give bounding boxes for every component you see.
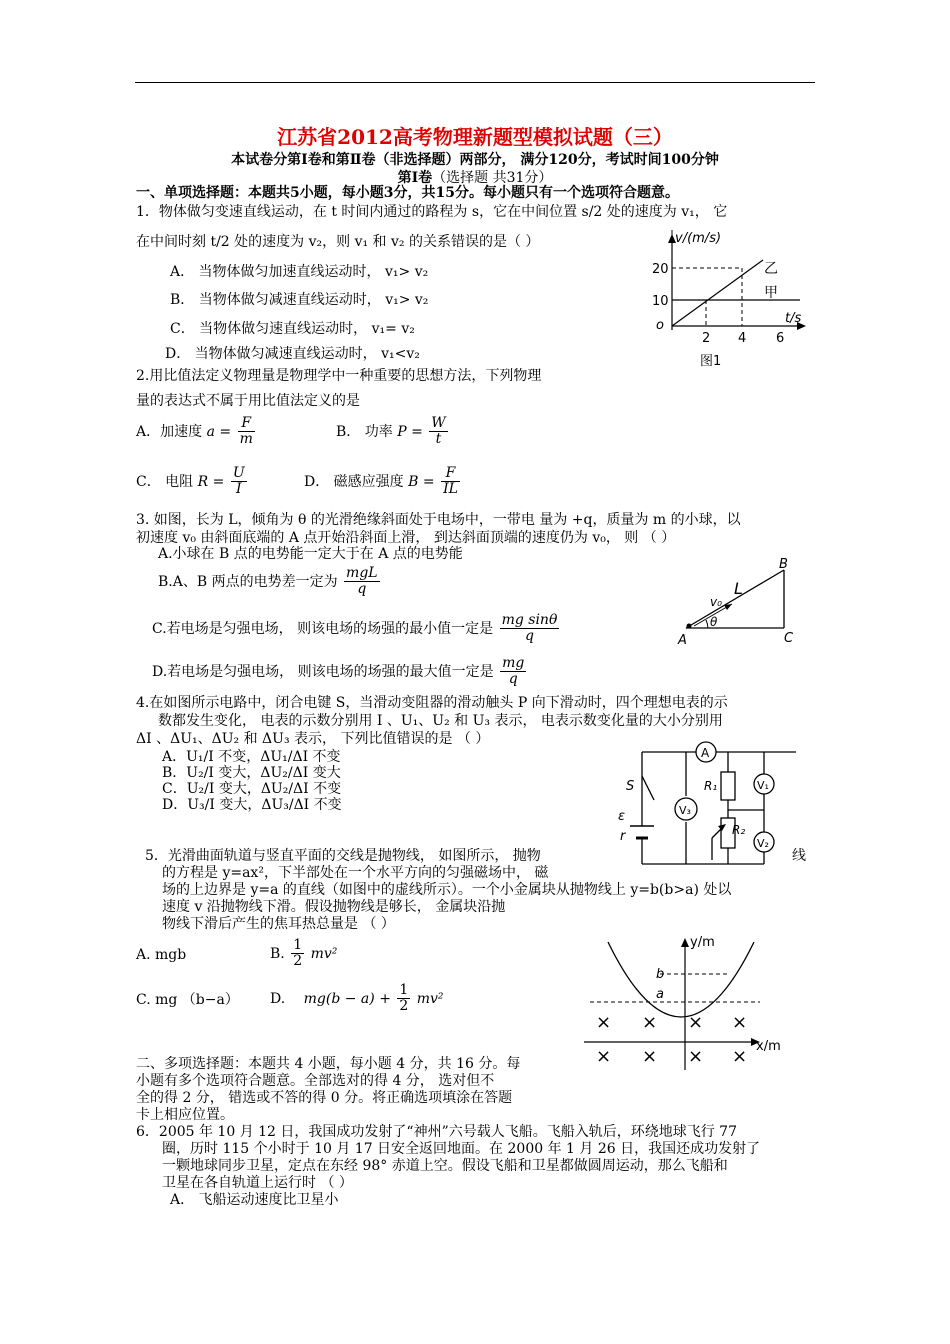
q1-option-a: A． 当物体做匀加速直线运动时， v₁> v₂ [170,264,429,280]
q5-stem-line1: 5．光滑曲面轨道与竖直平面的交线是抛物线， 如图所示， 抛物 [145,848,541,864]
q1-stem-line1: 1．物体做匀变速直线运动，在 t 时间内通过的路程为 s，它在中间位置 s/2 处的速度为 v₁， 它 [136,204,728,220]
fig4-emf: ε [618,809,626,824]
fig3-L: L [734,579,743,598]
section2-line1: 二、多项选择题：本题共 4 小题，每小题 4 分，共 16 分。每 [136,1056,521,1072]
q1-option-b: B． 当物体做匀减速直线运动时， v₁> v₂ [170,292,429,308]
q2-a-lhs: a = [206,423,232,440]
fig4-V2: V₂ [757,837,769,850]
q1-option-c: C． 当物体做匀速直线运动时， v₁= v₂ [170,321,415,337]
q2-option-b [336,416,450,447]
fig1-x2: 2 [702,331,711,346]
fig4-r: r [620,829,626,844]
fig5-cross-3: × [688,1012,704,1033]
q2-c-fraction [231,466,247,497]
q3-c-denominator: q [524,628,534,644]
q5-option-a: A. mgb [136,947,187,963]
q2-c-denominator: I [235,481,242,497]
q4-stem-line2: 数都发生变化， 电表的示数分别用 I 、U₁、U₂ 和 U₃ 表示， 电表示数变化量的大小分别用 [158,713,723,729]
fig5-cross-6: × [642,1046,658,1067]
q3-c-fraction [500,613,560,644]
q6-stem-line1: 6．2005 年 10 月 12 日，我国成功发射了“神州”六号载人飞船。飞船入轨后，环绕地球飞行 77 [136,1124,737,1140]
section2-line2: 小题有多个选项符合题意。全部选对的得 4 分， 选对但不 [136,1073,495,1089]
q4-option-c: C．U₂/I 变大，ΔU₂/ΔI 不变 [162,781,342,797]
q2-option-a [136,416,257,447]
part1-header [0,167,950,187]
q5-stem-line5: 物线下滑后产生的焦耳热总量是 （ ） [162,916,395,932]
figure3-incline [672,556,802,652]
fig5-b: b [656,967,665,982]
q5-b-fraction [291,938,304,969]
fig1-label-jia: 甲 [764,285,778,301]
q2-d-fraction [441,466,460,497]
section2-line4: 卡上相应位置。 [136,1107,234,1123]
q2-b-denominator: t [435,431,442,447]
q5-b-term: mv² [310,945,338,962]
q4-option-b: B．U₂/I 变大，ΔU₂/ΔI 变大 [162,765,341,781]
fig5-a: a [656,987,664,1002]
q6-stem-line3: 一颗地球同步卫星，定点在东经 98° 赤道上空。假设飞船和卫星都做圆周运动，那么飞船和 [162,1158,728,1174]
q2-stem-line2: 量的表达式不属于用比值法定义的是 [136,393,360,409]
q5-b-label: B. [270,945,285,962]
fig4-R2: R₂ [732,823,746,837]
q2-b-lhs: P = [397,423,423,440]
q3-c-numerator: mg sinθ [501,612,558,628]
q1-stem-line2: 在中间时刻 t/2 处的速度为 v₂，则 v₁ 和 v₂ 的关系错误的是（ ） [136,234,540,250]
q5-b-denominator: 2 [293,953,303,969]
page-title: 江苏省2012高考物理新题型模拟试题（三） [277,125,673,149]
q2-c-numerator: U [232,465,245,481]
figure4-circuit [608,738,808,872]
fig4-ammeter: A [701,746,710,760]
fig3-A: A [678,633,687,648]
q5-d-denominator: 2 [399,998,409,1014]
q2-b-label: B． 功率 [336,423,393,440]
q5-stem-line1-end: 线 [792,848,806,864]
q4-stem-line3: ΔI 、ΔU₁、ΔU₂ 和 ΔU₃ 表示， 下列比值错误的是 （ ） [136,731,490,747]
fig4-switch: S [626,779,635,794]
figure1-vt-graph [650,230,815,370]
q2-b-fraction [429,416,447,447]
q3-c-label: C.若电场是匀强电场， 则该电场的场强的最小值一定是 [152,620,494,637]
fig4-R1: R₁ [704,779,718,793]
q2-stem-line1: 2.用比值法定义物理量是物理学中一种重要的思想方法，下列物理 [136,368,542,384]
part1-title: 第Ⅰ卷 [397,170,433,186]
q3-stem-line2: 初速度 v₀ 由斜面底端的 A 点开始沿斜面上滑， 到达斜面顶端的速度仍为 v₀， 则 （ ） [136,530,676,546]
q6-stem-line4: 卫星在各自轨道上运行时 （ ） [162,1175,353,1191]
q2-a-numerator: F [238,416,255,432]
q4-option-a: A．U₁/I 不变，ΔU₁/ΔI 不变 [162,749,341,765]
q3-option-d [152,656,528,687]
q3-option-a: A.小球在 B 点的电势能一定大于在 A 点的电势能 [158,546,463,562]
fig5-cross-7: × [688,1046,704,1067]
fig5-cross-4: × [732,1012,748,1033]
q3-option-b [158,566,382,597]
figure5-parabola [580,932,790,1072]
section2-line3: 全的得 2 分， 错选或不答的得 0 分。将正确选项填涂在答题 [136,1090,513,1106]
q5-d-fraction [397,983,410,1014]
q2-d-label: D． 磁感应强度 [304,473,404,490]
fig1-y10: 10 [652,294,669,309]
q2-a-label: A．加速度 [136,423,203,440]
fig3-v0: v₀ [710,595,722,609]
q2-a-denominator: m [239,431,253,447]
q2-d-numerator: F [441,466,460,482]
q2-option-c [136,466,249,497]
q4-stem-line1: 4.在如图所示电路中，闭合电键 S，当滑动变阻器的滑动触头 P 向下滑动时，四个理想电表的示 [136,695,728,711]
q5-option-d [270,983,444,1014]
q3-d-label: D.若电场是匀强电场， 则该电场的场强的最大值一定是 [152,663,494,680]
q2-option-d [304,466,462,497]
q3-d-fraction [500,656,526,687]
part1-subtitle: （选择题 共31分） [432,170,553,186]
q3-d-numerator: mg [502,655,525,671]
q2-d-lhs: B = [408,473,435,490]
q5-d-label: D. [270,990,286,1007]
q5-b-numerator: 1 [293,937,303,953]
q3-b-denominator: q [357,581,367,597]
section1-heading: 一、单项选择题：本题共5小题，每小题3分，共15分。每小题只有一个选项符合题意。 [136,185,679,201]
fig5-cross-1: × [596,1012,612,1033]
q2-c-label: C． 电阻 [136,473,194,490]
q4-option-d: D．U₃/I 变大，ΔU₃/ΔI 不变 [162,797,342,813]
fig1-origin: o [656,318,664,333]
q3-d-denominator: q [508,671,518,687]
fig1-x4: 4 [738,331,747,346]
q3-option-c [152,613,561,644]
q5-d-numerator: 1 [399,982,409,998]
fig5-ylabel: y/m [690,935,715,950]
fig1-caption: 图1 [700,354,722,369]
fig4-V3: V₃ [679,804,691,817]
fig3-C: C [784,631,794,646]
exam-intro: 本试卷分第Ⅰ卷和第Ⅱ卷（非选择题）两部分， 满分120分，考试时间100分钟 [231,152,719,168]
q1-option-d: D． 当物体做匀减速直线运动时， v₁<v₂ [165,346,420,362]
fig1-x6: 6 [776,331,785,346]
q6-option-a: A． 飞船运动速度比卫星小 [170,1192,339,1208]
fig3-B: B [779,557,788,572]
fig5-cross-8: × [732,1046,748,1067]
q5-stem-line2: 的方程是 y=ax²，下半部处在一个水平方向的匀强磁场中， 磁 [162,865,549,881]
q5-option-c: C. mg （b−a） [136,992,239,1008]
fig5-xlabel: x/m [756,1039,781,1054]
q3-b-fraction [344,566,380,597]
q3-stem-line1: 3. 如图，长为 L，倾角为 θ 的光滑绝缘斜面处于电场中，一带电 量为 +q，质量为 m 的小球，以 [136,512,741,528]
q2-b-numerator: W [431,415,446,431]
q5-stem-line3: 场的上边界是 y=a 的直线（如图中的虚线所示）。一个小金属块从抛物线上 y=b(b>a) 处以 [162,882,732,898]
fig4-V1: V₁ [757,779,769,792]
q6-stem-line2: 圈，历时 115 个小时于 10 月 17 日安全返回地面。在 2000 年 1 月 26 日，我国还成功发射了 [162,1141,761,1157]
fig1-ylabel: v/(m/s) [675,231,722,246]
q5-d-term: mv² [416,990,444,1007]
q2-d-denominator: IL [443,481,458,497]
q3-b-numerator: mgL [346,565,378,581]
q2-a-fraction [238,416,255,447]
q3-b-label: B.A、B 两点的电势差一定为 [158,573,338,590]
fig1-label-yi: 乙 [764,261,778,277]
fig1-y20: 20 [652,262,669,277]
fig1-xlabel: t/s [785,311,802,326]
fig5-cross-5: × [596,1046,612,1067]
fig3-theta: θ [710,615,718,629]
q5-d-expression: mg(b − a) + [303,990,391,1007]
q5-option-b [270,938,337,969]
fig5-cross-2: × [642,1012,658,1033]
q5-stem-line4: 速度 v 沿抛物线下滑。假设抛物线是够长， 金属块沿抛 [162,899,506,915]
header-rule [135,82,815,83]
q2-c-lhs: R = [197,473,225,490]
